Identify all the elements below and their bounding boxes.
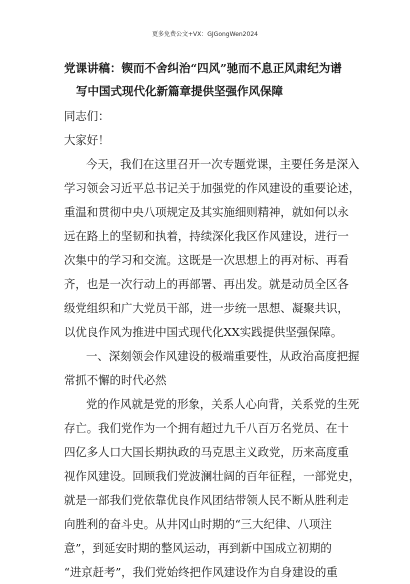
section-1-heading-line: 常抓不懈的时代必然 <box>64 373 167 387</box>
paragraph-1-line: 次集中的学习和交流。这既是一次思想上的再对标、再看 <box>64 253 349 267</box>
paragraph-1-line: 远在路上的坚韧和执着，持续深化我区作风建设，进行一 <box>64 229 349 243</box>
paragraph-2-line: 视作风建设。回顾我们党波澜壮阔的百年征程，一部党史， <box>64 469 361 483</box>
paragraph-2-line: 四亿多人口大国长期执政的马克思主义政党，历来高度重 <box>64 445 349 459</box>
salutation-line-1: 同志们： <box>64 109 110 123</box>
paragraph-1-line: 以优良作风为推进中国式现代化XX实践提供坚强保障。 <box>64 325 343 339</box>
paragraph-1-line: 今天，我们在这里召开一次专题党课，主要任务是深入 <box>86 157 360 171</box>
paragraph-2-line: 存亡。我们党作为一个拥有超过九千八百万名党员、在十 <box>64 421 349 435</box>
header-note: 更多免费公文+VX：GJGongWen2024 <box>152 31 258 38</box>
title-line-2: 写中国式现代化新篇章提供坚强作风保障 <box>76 84 283 98</box>
document-body <box>64 104 364 584</box>
salutation-line-2: 大家好！ <box>64 133 110 147</box>
section-1-heading-line: 一、深刻领会作风建设的极端重要性，从政治高度把握 <box>86 349 360 363</box>
title-line-1: 党课讲稿：锲而不舍纠治“四风”驰而不息正风肃纪为谱 <box>64 61 342 75</box>
paragraph-2-line: 就是一部我们党依靠优良作风团结带领人民不断从胜利走 <box>64 493 349 507</box>
paragraph-2-line: 意”，到延安时期的整风运动，再到新中国成立初期的 <box>64 541 332 555</box>
paragraph-1-line: 齐，也是一次行动上的再部署、再出发。就是动员全区各 <box>64 277 349 291</box>
paragraph-2-line: “进京赶考”，我们党始终把作风建设作为自身建设的重 <box>64 565 338 579</box>
paragraph-1-line: 学习领会习近平总书记关于加强党的作风建设的重要论述， <box>64 181 361 195</box>
paragraph-1-line: 重温和贯彻中央八项规定及其实施细则精神，就如何以永 <box>64 205 349 219</box>
paragraph-2-line: 向胜利的奋斗史。从井冈山时期的“三大纪律、八项注 <box>64 517 332 531</box>
paragraph-2-line: 党的作风就是党的形象，关系人心向背，关系党的生死 <box>86 397 360 411</box>
paragraph-1-line: 级党组织和广大党员干部，进一步统一思想、凝聚共识， <box>64 301 349 315</box>
